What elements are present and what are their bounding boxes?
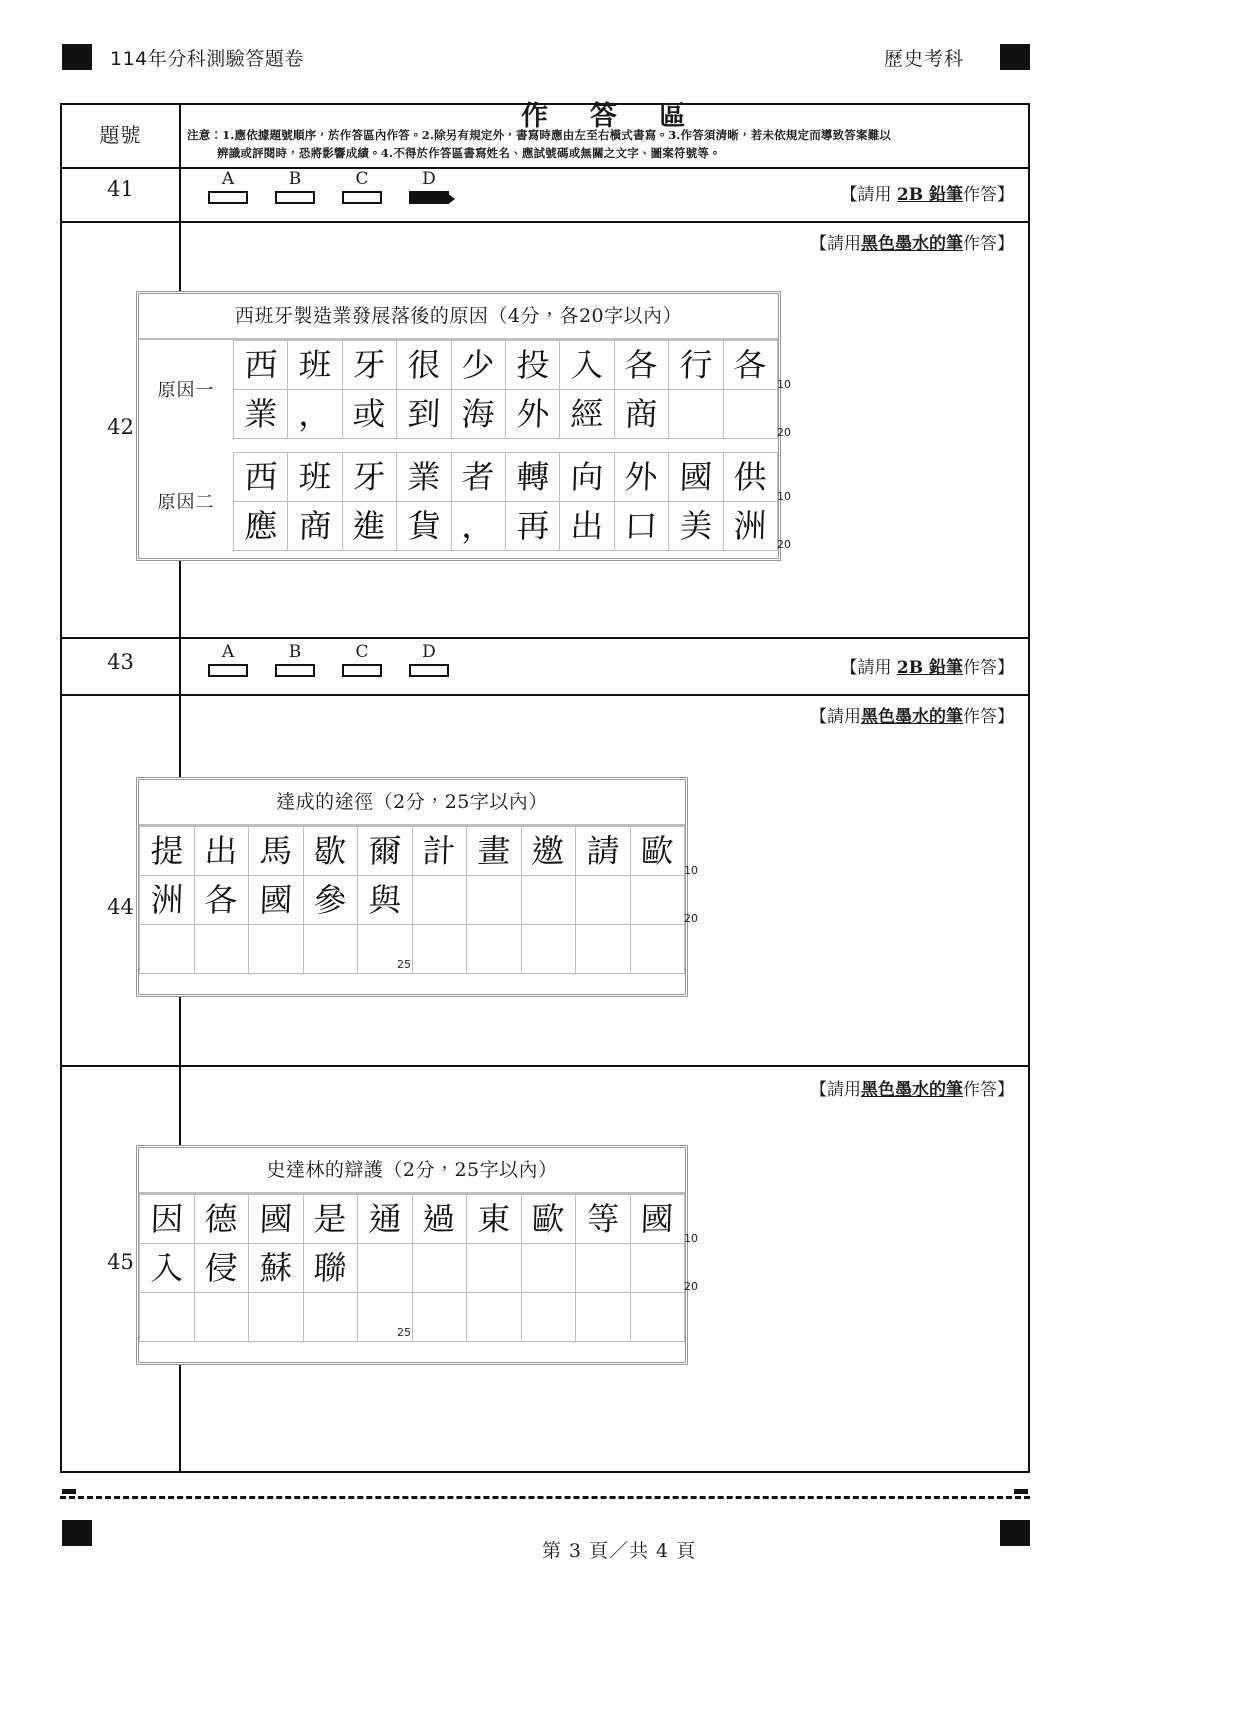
grid-table-42-cause-2[interactable] — [233, 452, 778, 551]
grid-char: 牙 — [352, 345, 387, 385]
grid-cell[interactable] — [397, 502, 451, 551]
grid-cell[interactable] — [669, 453, 723, 502]
grid-cell[interactable] — [194, 1195, 249, 1244]
row-divider-41 — [62, 221, 1028, 223]
grid-cell[interactable] — [560, 390, 614, 439]
grid-cell[interactable] — [412, 876, 467, 925]
grid-char: 很 — [406, 345, 441, 385]
grid-char: 或 — [352, 394, 387, 434]
grid-char: 牙 — [352, 457, 387, 497]
grid-cell[interactable] — [451, 390, 505, 439]
grid-cell[interactable] — [614, 390, 668, 439]
grid-cell[interactable] — [234, 341, 288, 390]
grid-cell[interactable] — [249, 925, 304, 974]
grid-char: 貨 — [406, 506, 441, 546]
grid-char: 畫 — [476, 831, 511, 871]
grid-char: 歐 — [640, 831, 675, 871]
grid-cell[interactable] — [234, 390, 288, 439]
option-41-a[interactable] — [207, 171, 249, 204]
notice-line-1: 注意：1.應依據題號順序，於作答區內作答。2.除另有規定外，書寫時應由左至右橫式書寫。3.作答須清晰，若未依規定而導致答案難以 — [187, 128, 892, 142]
grid-char: 聯 — [313, 1248, 348, 1288]
grid-cell[interactable] — [521, 1244, 576, 1293]
hint-prefix: 【請用 — [840, 658, 897, 678]
option-group-43[interactable] — [207, 644, 527, 684]
grid-char: 爾 — [367, 831, 402, 871]
hint-prefix: 【請用 — [810, 1080, 861, 1100]
grid-cell[interactable] — [521, 1195, 576, 1244]
grid-cell[interactable] — [576, 876, 631, 925]
grid-cell[interactable] — [412, 925, 467, 974]
grid-cell[interactable] — [630, 1195, 685, 1244]
grid-char: ， — [298, 394, 333, 434]
grid-cell[interactable] — [505, 502, 559, 551]
grid-char: 出 — [204, 831, 239, 871]
grid-cell[interactable] — [303, 1293, 358, 1342]
hint-strong: 2B 鉛筆 — [896, 658, 963, 678]
grid-char: 班 — [298, 457, 333, 497]
grid-char: 過 — [422, 1199, 457, 1239]
grid-cell[interactable] — [614, 341, 668, 390]
grid-cell[interactable] — [412, 1195, 467, 1244]
grid-line[interactable] — [140, 1293, 685, 1342]
grid-cell[interactable] — [467, 1195, 522, 1244]
grid-char: 少 — [461, 345, 496, 385]
char-count-tick-20: 20 — [684, 1280, 698, 1293]
grid-cell[interactable] — [467, 827, 522, 876]
char-count-tick-25: 25 — [397, 1326, 411, 1339]
grid-cell[interactable] — [576, 925, 631, 974]
option-bubble[interactable] — [275, 191, 315, 204]
grid-char: 侵 — [204, 1248, 239, 1288]
grid-char: 東 — [476, 1199, 511, 1239]
option-letter: A — [221, 169, 235, 189]
hint-pencil-41 — [840, 180, 1014, 205]
grid-char: 業 — [243, 394, 278, 434]
option-bubble[interactable] — [342, 664, 382, 677]
grid-cell[interactable] — [140, 1244, 195, 1293]
grid-char: 各 — [733, 345, 768, 385]
grid-cell[interactable] — [140, 876, 195, 925]
row-divider-44 — [62, 1065, 1028, 1067]
grid-line[interactable] — [234, 390, 778, 439]
grid-char: 向 — [569, 457, 605, 497]
grid-cell[interactable] — [521, 1293, 576, 1342]
grid-char: 出 — [569, 506, 605, 546]
grid-cell[interactable] — [412, 1293, 467, 1342]
grid-cell[interactable] — [505, 453, 559, 502]
grid-char: 美 — [678, 506, 713, 546]
grid-char: 海 — [461, 394, 496, 434]
grid-table-42-cause-1[interactable] — [233, 340, 778, 439]
cut-line-end-right — [1014, 1489, 1028, 1494]
answer-block-title-42: 西班牙製造業發展落後的原因（4分，各20字以內） — [139, 294, 778, 340]
question-number-43: 43 — [107, 650, 134, 674]
grid-cell[interactable] — [505, 341, 559, 390]
hint-suffix: 作答】 — [963, 707, 1014, 727]
grid-cell[interactable] — [630, 827, 685, 876]
grid-cell[interactable] — [630, 1293, 685, 1342]
option-letter: C — [355, 642, 369, 662]
hint-suffix: 作答】 — [963, 234, 1014, 254]
grid-cell[interactable] — [249, 1293, 304, 1342]
option-letter: A — [221, 642, 235, 662]
char-count-tick-20: 20 — [777, 426, 791, 439]
grid-cell[interactable] — [303, 925, 358, 974]
question-number-44: 44 — [107, 895, 134, 919]
grid-char: 國 — [258, 880, 293, 920]
grid-cell[interactable] — [194, 925, 249, 974]
hint-pen-44 — [810, 702, 1014, 727]
grid-line[interactable] — [234, 341, 778, 390]
grid-cell[interactable] — [451, 502, 505, 551]
grid-cell[interactable] — [140, 827, 195, 876]
grid-cell[interactable] — [630, 876, 685, 925]
grid-cell[interactable] — [723, 390, 777, 439]
notice-band — [62, 101, 1028, 167]
grid-line[interactable] — [140, 1195, 685, 1244]
question-number-41: 41 — [107, 177, 134, 201]
grid-char: 西 — [243, 457, 278, 497]
grid-row-label-cause-2: 原因二 — [157, 492, 215, 513]
grid-char: 參 — [313, 880, 348, 920]
grid-cell[interactable] — [521, 827, 576, 876]
grid-cell[interactable] — [140, 1195, 195, 1244]
grid-char: 商 — [624, 394, 659, 434]
notice-line-2: 辨識或評閱時，恐將影響成績。4.不得於作答區書寫姓名、應試號碼或無關之文字、圖案符號等。 — [217, 145, 721, 160]
grid-cell[interactable] — [140, 925, 195, 974]
option-43-d[interactable] — [408, 644, 450, 677]
grid-char: 洲 — [149, 880, 184, 920]
grid-char: 再 — [515, 506, 550, 546]
grid-cell[interactable] — [576, 1293, 631, 1342]
option-bubble[interactable] — [275, 664, 315, 677]
grid-char: 國 — [258, 1199, 293, 1239]
grid-char: 轉 — [515, 457, 550, 497]
grid-char: 入 — [149, 1248, 184, 1288]
grid-cell[interactable] — [288, 341, 342, 390]
option-43-c[interactable] — [341, 644, 383, 677]
grid-cell[interactable] — [234, 502, 288, 551]
grid-char: 國 — [678, 457, 713, 497]
answer-block-44[interactable] — [136, 777, 698, 997]
grid-cell[interactable] — [397, 453, 451, 502]
grid-line[interactable] — [140, 827, 685, 876]
question-number-45: 45 — [107, 1250, 134, 1274]
grid-char: 班 — [298, 345, 333, 385]
char-count-tick-10: 10 — [777, 378, 791, 391]
subject-label: 歷史考科 — [884, 48, 965, 70]
question-number-header: 題號 — [99, 123, 142, 147]
grid-cell[interactable] — [467, 925, 522, 974]
hint-suffix: 作答】 — [963, 185, 1014, 205]
grid-char: 入 — [569, 345, 605, 385]
answer-block-title-44: 達成的途徑（2分，25字以內） — [139, 780, 685, 826]
grid-cell[interactable] — [560, 502, 614, 551]
grid-char: 與 — [367, 880, 402, 920]
cut-line-end-left — [62, 1489, 76, 1494]
grid-char: 者 — [461, 457, 496, 497]
grid-char: 提 — [149, 831, 184, 871]
hint-prefix: 【請用 — [810, 234, 861, 254]
grid-char: 口 — [624, 506, 659, 546]
grid-char: 各 — [624, 345, 659, 385]
grid-cell[interactable] — [451, 341, 505, 390]
grid-table-45[interactable] — [139, 1194, 685, 1342]
hint-strong: 黑色墨水的筆 — [861, 1080, 963, 1100]
grid-cell[interactable] — [723, 453, 777, 502]
option-letter: D — [422, 642, 436, 662]
grid-wrapper-42 — [139, 340, 791, 564]
hint-strong: 黑色墨水的筆 — [861, 707, 963, 727]
grid-cell[interactable] — [467, 1244, 522, 1293]
grid-wrapper-45 — [139, 1194, 698, 1368]
grid-char: 各 — [204, 880, 239, 920]
answer-block-45[interactable] — [136, 1145, 698, 1365]
hint-pencil-43 — [840, 653, 1014, 678]
hint-prefix: 【請用 — [810, 707, 861, 727]
grid-cell[interactable] — [505, 390, 559, 439]
grid-char: 國 — [640, 1199, 675, 1239]
grid-cell[interactable] — [669, 341, 723, 390]
option-letter: B — [288, 642, 302, 662]
grid-char: 歐 — [531, 1199, 566, 1239]
grid-cell[interactable] — [194, 876, 249, 925]
char-count-tick-20: 20 — [777, 538, 791, 551]
option-41-c[interactable] — [341, 171, 383, 204]
grid-char: 馬 — [258, 831, 293, 871]
grid-char: 外 — [515, 394, 550, 434]
page-number: 第 3 頁／共 4 頁 — [541, 1540, 697, 1562]
grid-cell[interactable] — [614, 453, 668, 502]
grid-char: 業 — [406, 457, 441, 497]
grid-cell[interactable] — [560, 341, 614, 390]
hint-pen-45 — [810, 1075, 1014, 1100]
grid-char: 商 — [298, 506, 333, 546]
option-43-b[interactable] — [274, 644, 316, 677]
grid-cell[interactable] — [342, 453, 396, 502]
grid-cell[interactable] — [397, 390, 451, 439]
grid-line[interactable] — [234, 453, 778, 502]
sheet-title: 114年分科測驗答題卷 — [110, 48, 304, 70]
grid-cell[interactable] — [342, 502, 396, 551]
grid-cell[interactable] — [288, 390, 342, 439]
grid-cell[interactable] — [288, 502, 342, 551]
grid-cell[interactable] — [467, 1293, 522, 1342]
row-divider-notice — [62, 167, 1028, 169]
grid-cell[interactable] — [521, 925, 576, 974]
char-count-tick-10: 10 — [684, 1232, 698, 1245]
grid-char: 邀 — [531, 831, 566, 871]
grid-char: ， — [461, 506, 496, 546]
grid-cell[interactable] — [342, 390, 396, 439]
grid-cell[interactable] — [576, 827, 631, 876]
answer-zone-title: 作答區 — [521, 101, 728, 132]
char-count-tick-20: 20 — [684, 912, 698, 925]
grid-char: 等 — [585, 1199, 620, 1239]
answer-block-42[interactable] — [136, 291, 791, 561]
grid-cell[interactable] — [560, 453, 614, 502]
answer-table — [60, 103, 1030, 1473]
grid-cell[interactable] — [397, 341, 451, 390]
grid-char: 應 — [243, 506, 278, 546]
grid-cell[interactable] — [451, 453, 505, 502]
grid-char: 經 — [569, 394, 605, 434]
registration-mark-top-left — [62, 44, 92, 70]
grid-char: 外 — [624, 457, 659, 497]
grid-char: 行 — [678, 345, 713, 385]
grid-cell[interactable] — [303, 1244, 358, 1293]
grid-line[interactable] — [234, 502, 778, 551]
grid-cell[interactable] — [194, 1244, 249, 1293]
registration-mark-top-right — [1000, 44, 1030, 70]
grid-char: 供 — [733, 457, 768, 497]
hint-pen-42 — [810, 229, 1014, 254]
option-bubble[interactable] — [342, 191, 382, 204]
grid-cell[interactable] — [358, 876, 413, 925]
grid-cell[interactable] — [194, 1293, 249, 1342]
grid-char: 是 — [313, 1199, 348, 1239]
grid-cell[interactable] — [614, 502, 668, 551]
answer-block-title-45: 史達林的辯護（2分，25字以內） — [139, 1148, 685, 1194]
hint-suffix: 作答】 — [963, 1080, 1014, 1100]
option-41-b[interactable] — [274, 171, 316, 204]
grid-cell[interactable] — [288, 453, 342, 502]
option-letter: C — [355, 169, 369, 189]
grid-char: 歇 — [313, 831, 348, 871]
grid-cell[interactable] — [303, 876, 358, 925]
option-bubble-marked[interactable] — [409, 191, 449, 204]
option-43-a[interactable] — [207, 644, 249, 677]
row-divider-43 — [62, 694, 1028, 696]
hint-prefix: 【請用 — [840, 185, 897, 205]
cut-line — [60, 1496, 1030, 1499]
grid-cell[interactable] — [249, 1195, 304, 1244]
grid-cell[interactable] — [521, 876, 576, 925]
notice-text — [187, 127, 1020, 163]
hint-strong: 黑色墨水的筆 — [861, 234, 963, 254]
grid-cell[interactable] — [303, 827, 358, 876]
option-group-41[interactable] — [207, 171, 527, 211]
grid-cell[interactable] — [467, 876, 522, 925]
option-41-d[interactable] — [408, 171, 450, 204]
grid-cell[interactable] — [249, 876, 304, 925]
grid-line[interactable] — [140, 876, 685, 925]
grid-char: 投 — [515, 345, 550, 385]
row-divider-42 — [62, 637, 1028, 639]
grid-char: 德 — [204, 1199, 239, 1239]
grid-char: 計 — [422, 831, 457, 871]
grid-char: 洲 — [733, 506, 768, 546]
grid-char: 蘇 — [258, 1248, 293, 1288]
grid-cell[interactable] — [412, 827, 467, 876]
grid-char: 請 — [585, 831, 620, 871]
grid-cell[interactable] — [669, 502, 723, 551]
grid-char: 到 — [406, 394, 441, 434]
grid-cell[interactable] — [358, 1195, 413, 1244]
grid-wrapper-44 — [139, 826, 698, 1000]
grid-cell[interactable] — [249, 1244, 304, 1293]
grid-cell[interactable] — [669, 390, 723, 439]
grid-char: 通 — [367, 1199, 402, 1239]
option-letter: D — [422, 169, 436, 189]
grid-cell[interactable] — [234, 453, 288, 502]
grid-cell[interactable] — [249, 827, 304, 876]
grid-cell[interactable] — [194, 827, 249, 876]
char-count-tick-10: 10 — [684, 864, 698, 877]
hint-suffix: 作答】 — [963, 658, 1014, 678]
hint-strong: 2B 鉛筆 — [896, 185, 963, 205]
grid-cell[interactable] — [576, 1244, 631, 1293]
grid-char: 因 — [149, 1199, 184, 1239]
grid-char: 進 — [352, 506, 387, 546]
grid-cell[interactable] — [358, 827, 413, 876]
char-count-tick-10: 10 — [777, 490, 791, 503]
grid-line[interactable] — [140, 1244, 685, 1293]
grid-table-44[interactable] — [139, 826, 685, 974]
grid-cell[interactable] — [576, 1195, 631, 1244]
option-bubble[interactable] — [409, 664, 449, 677]
grid-cell[interactable] — [412, 1244, 467, 1293]
grid-char: 西 — [243, 345, 278, 385]
grid-line[interactable] — [140, 925, 685, 974]
grid-cell[interactable] — [630, 1244, 685, 1293]
grid-cell[interactable] — [342, 341, 396, 390]
grid-cell[interactable] — [358, 1244, 413, 1293]
grid-cell[interactable] — [723, 341, 777, 390]
char-count-tick-25: 25 — [397, 958, 411, 971]
grid-row-label-cause-1: 原因一 — [157, 380, 215, 401]
question-number-42: 42 — [107, 415, 134, 439]
grid-cell[interactable] — [303, 1195, 358, 1244]
grid-cell[interactable] — [140, 1293, 195, 1342]
option-bubble[interactable] — [208, 664, 248, 677]
grid-cell[interactable] — [723, 502, 777, 551]
option-letter: B — [288, 169, 302, 189]
option-bubble[interactable] — [208, 191, 248, 204]
grid-cell[interactable] — [630, 925, 685, 974]
